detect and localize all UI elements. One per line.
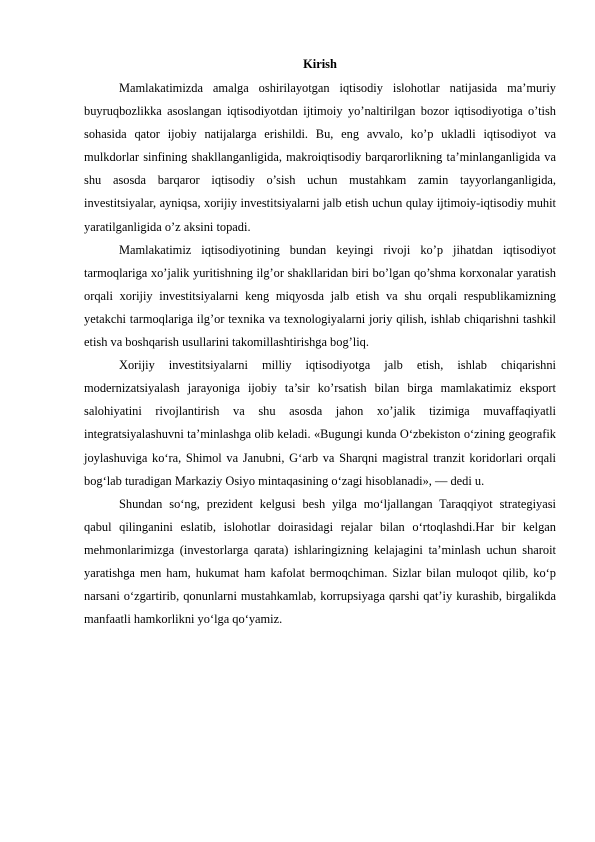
paragraph-2: Mamlakatimiz iqtisodiyotining bundan keyingi rivoji ko’p jihatdan iqtisodiyot tarmoqlariga xo’jalik yuritishning ilg’or shakllaridan biri bo’lgan qo’shma korxonalar yaratish orqali xorijiy investitsiyalarni keng miqyosda jalb etish va shu orqali respublikamizning yetakchi tarmoqlariga ilg’or texnika va texnologiyalarni joriy qilish, ishlab chiqarishni tashkil etish va boshqarish usullarini takomillashtirishga bog’liq. bbox=[84, 242, 556, 350]
paragraph-1: Mamlakatimizda amalga oshirilayotgan iqtisodiy islohotlar natijasida ma’muriy buyruqbozlikka asoslangan iqtisodiyotdan ijtimoiy yo’naltirilgan bozor iqtisodiyotiga o’tish sohasida qator ijobiy natijalarga erishildi. Bu, eng avvalo, ko’p ukladli iqtisodiyot va mulkdorlar sinfining shakllanganligida, makroiqtisodiy barqarorlikning ta’minlanganligida va shu asosda barqaror iqtisodiy o’sish uchun mustahkam zamin tayyorlanganligida, investitsiyalar, ayniqsa, xorijiy investitsiyalarni jalb etish uchun qulay ijtimoiy-iqtisodiy muhit yaratilganligida o’z aksini topadi. bbox=[84, 81, 556, 234]
document-title: Kirish bbox=[303, 57, 337, 71]
paragraph-3: Xorijiy investitsiyalarni milliy iqtisodiyotga jalb etish, ishlab chiqarishni modernizatsiyalash jarayoniga ijobiy ta’sir ko’rsatish bilan birga mamlakatimiz eksport salohiyatini rivojlantirish va shu asosda jahon xo’jalik tizimiga muvaffaqiyatli integratsiyalashuvni ta’minlashga olib keladi. «Bugungi kunda O‘zbekiston o‘zining geografik joylashuviga ko‘ra, Shimol va Janubni, G‘arb va Sharqni magistral tranzit koridorlari orqali bog‘lab turadigan Markaziy Osiyo mintaqasining o‘zagi hisoblanadi», — dedi u. bbox=[84, 358, 556, 488]
paragraph-4: Shundan so‘ng, prezident kelgusi besh yilga mo‘ljallangan Taraqqiyot strategiyasi qabul qilinganini eslatib, islohotlar doirasidagi rejalar bilan o‘rtoqlashdi.Har bir kelgan mehmonlarimizga (investorlarga qarata) ishlaringizning kelajagini ta’minlash uchun sharoit yaratishga men ham, hukumat ham kafolat bermoqchiman. Sizlar bilan muloqot qilib, ko‘p narsani o‘zgartirib, qonunlarni mustahkamlab, korrupsiyaga qarshi qat’iy kurashib, birgalikda manfaatli hamkorlikni yo‘lga qo‘yamiz. bbox=[84, 496, 556, 627]
document-page bbox=[84, 56, 556, 631]
